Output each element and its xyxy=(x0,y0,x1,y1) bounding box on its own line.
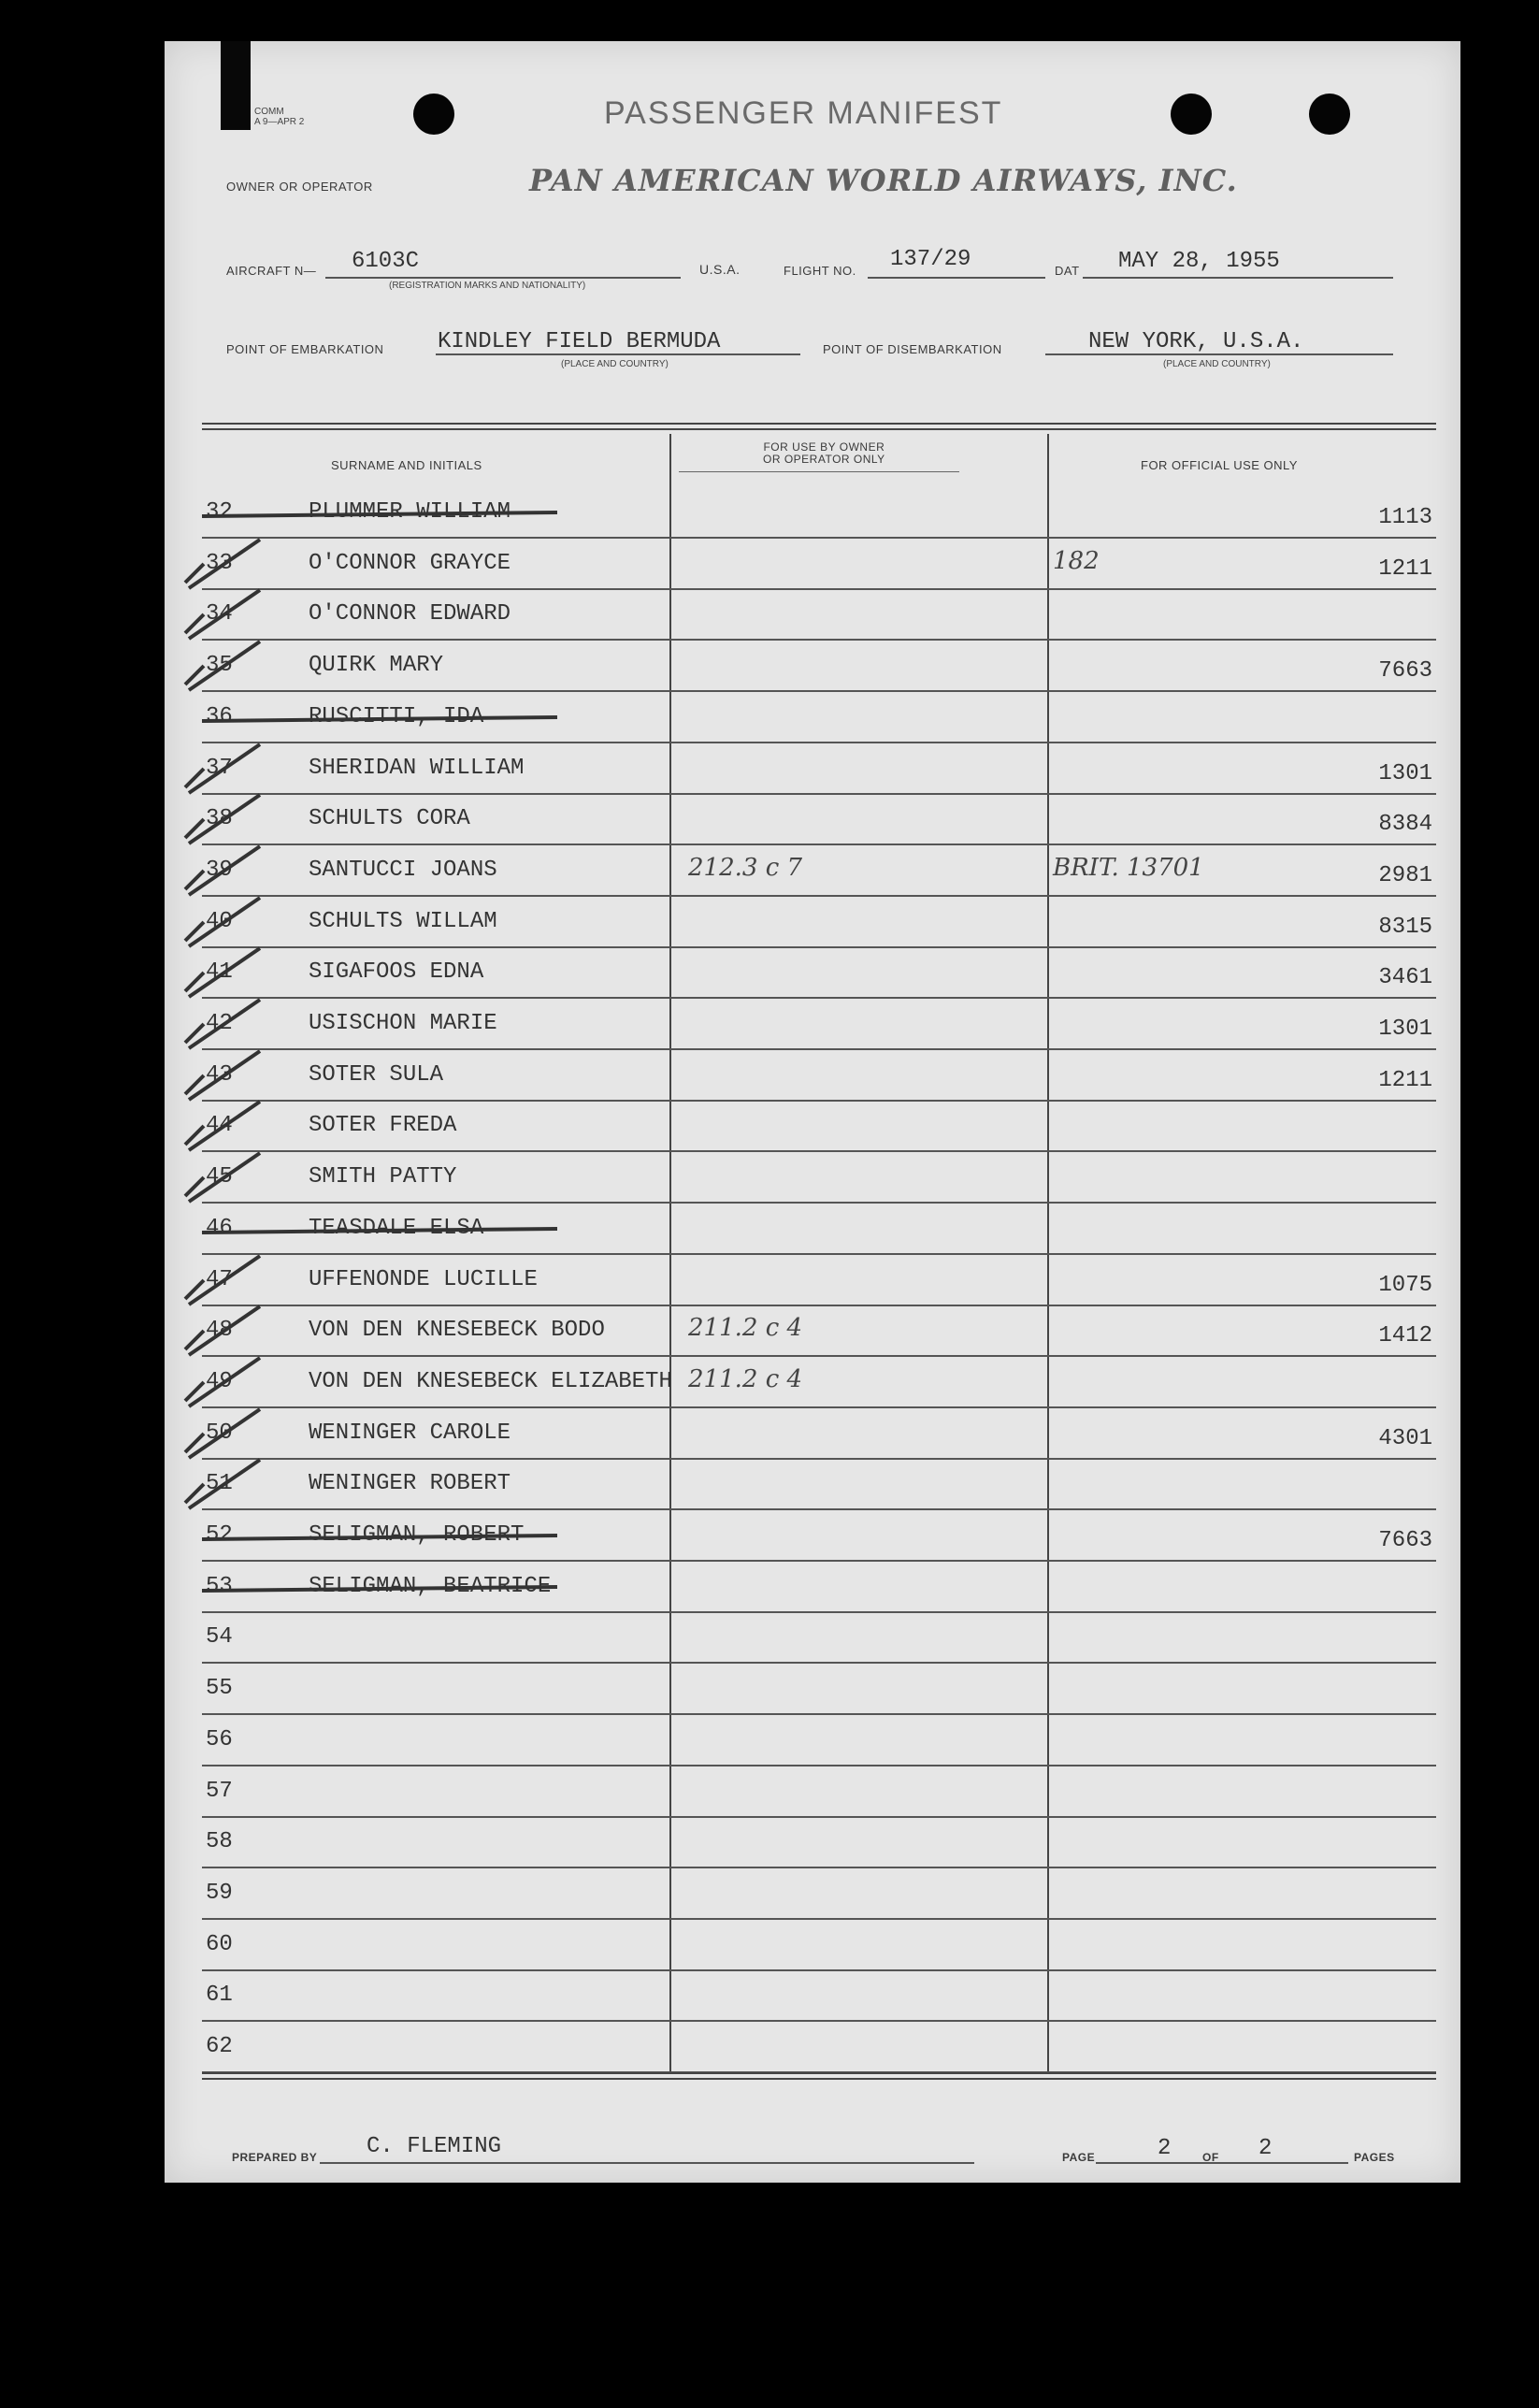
official-use-note: 182 xyxy=(1053,546,1100,575)
row-number: 61 xyxy=(206,1983,233,2009)
table-row xyxy=(202,795,1436,845)
check-mark-icon xyxy=(176,1406,269,1462)
row-number: 48 xyxy=(206,1318,233,1344)
row-rule xyxy=(202,1048,1436,1050)
table-row xyxy=(202,488,1436,539)
row-rule xyxy=(202,742,1436,743)
page-underline xyxy=(1096,2162,1348,2164)
table-row xyxy=(202,1869,1436,1920)
date-underline xyxy=(1083,277,1393,279)
check-mark-icon xyxy=(176,638,269,694)
table-bottom-rule xyxy=(202,2078,1436,2080)
row-number: 52 xyxy=(206,1522,233,1548)
table-row xyxy=(202,1921,1436,1971)
official-code: 1301 xyxy=(1378,1017,1432,1042)
row-number: 51 xyxy=(206,1471,233,1497)
torn-corner xyxy=(221,41,251,130)
row-number: 42 xyxy=(206,1011,233,1036)
row-rule xyxy=(202,895,1436,897)
header-owner-underline xyxy=(679,471,959,472)
table-row xyxy=(202,2023,1436,2073)
header-surname: SURNAME AND INITIALS xyxy=(331,458,482,472)
row-number: 56 xyxy=(206,1726,233,1752)
passenger-name: VON DEN KNESEBECK BODO xyxy=(309,1318,605,1344)
passenger-name: QUIRK MARY xyxy=(309,653,444,679)
official-code: 1211 xyxy=(1378,1067,1432,1093)
check-mark-icon xyxy=(176,1149,269,1205)
passenger-name: UFFENONDE LUCILLE xyxy=(309,1266,538,1292)
table-row xyxy=(202,1306,1436,1357)
total-pages: 2 xyxy=(1259,2136,1273,2161)
official-code: 1075 xyxy=(1378,1272,1432,1298)
check-mark-icon xyxy=(176,1303,269,1359)
table-top-rule xyxy=(202,428,1436,430)
passenger-name: SELIGMAN, BEATRICE xyxy=(309,1573,552,1599)
row-rule xyxy=(202,537,1436,539)
row-number: 53 xyxy=(206,1573,233,1599)
table-row xyxy=(202,1409,1436,1460)
table-row xyxy=(202,744,1436,795)
table-row xyxy=(202,898,1436,948)
official-code: 3461 xyxy=(1378,965,1432,991)
official-code: 4301 xyxy=(1378,1425,1432,1451)
check-mark-icon xyxy=(176,1098,269,1154)
table-row xyxy=(202,948,1436,999)
check-mark-icon xyxy=(176,1354,269,1410)
check-mark-icon xyxy=(176,996,269,1052)
table-row xyxy=(202,540,1436,590)
manifest-sheet xyxy=(165,41,1460,2183)
row-rule xyxy=(202,1969,1436,1971)
table-row xyxy=(202,1613,1436,1664)
row-number: 39 xyxy=(206,857,233,883)
table-bottom-rule xyxy=(202,2072,1436,2074)
row-rule xyxy=(202,1765,1436,1766)
prepared-by-name: C. FLEMING xyxy=(367,2134,502,2159)
official-code: 1301 xyxy=(1378,760,1432,786)
table-row xyxy=(202,1000,1436,1050)
embark-place-note: (PLACE AND COUNTRY) xyxy=(561,359,669,369)
row-number: 54 xyxy=(206,1624,233,1651)
row-number: 47 xyxy=(206,1266,233,1292)
official-code: 8315 xyxy=(1378,914,1432,940)
passenger-name: TEASDALE ELSA xyxy=(309,1215,484,1241)
row-rule xyxy=(202,1253,1436,1255)
row-rule xyxy=(202,1713,1436,1715)
table-row xyxy=(202,1511,1436,1562)
check-mark-icon xyxy=(176,536,269,592)
check-mark-icon xyxy=(176,741,269,797)
row-number: 58 xyxy=(206,1829,233,1855)
official-code: 2981 xyxy=(1378,862,1432,888)
table-row xyxy=(202,1256,1436,1306)
flight-number: 137/29 xyxy=(890,247,971,272)
official-use-note: BRIT. 13701 xyxy=(1053,853,1204,882)
row-number: 60 xyxy=(206,1931,233,1957)
row-number: 46 xyxy=(206,1215,233,1241)
table-row xyxy=(202,1051,1436,1102)
row-rule xyxy=(202,1406,1436,1408)
passenger-name: SMITH PATTY xyxy=(309,1164,457,1190)
row-rule xyxy=(202,1355,1436,1357)
table-row xyxy=(202,1665,1436,1715)
official-code: 1412 xyxy=(1378,1323,1432,1349)
disembarkation-label: POINT OF DISEMBARKATION xyxy=(823,342,1002,356)
row-rule xyxy=(202,690,1436,692)
passenger-name: O'CONNOR GRAYCE xyxy=(309,550,511,576)
table-row xyxy=(202,1358,1436,1408)
row-rule xyxy=(202,639,1436,641)
page-label: PAGE xyxy=(1062,2151,1096,2164)
owner-label: OWNER OR OPERATOR xyxy=(226,180,373,194)
table-top-rule xyxy=(202,423,1436,425)
row-rule xyxy=(202,1611,1436,1613)
owner-use-note: 211.2 c 4 xyxy=(688,1364,803,1393)
row-rule xyxy=(202,1560,1436,1562)
flight-underline xyxy=(868,277,1045,279)
nationality: U.S.A. xyxy=(699,262,741,277)
row-rule xyxy=(202,793,1436,795)
check-mark-icon xyxy=(176,843,269,899)
row-rule xyxy=(202,1867,1436,1868)
row-rule xyxy=(202,1100,1436,1102)
embarkation-point: KINDLEY FIELD BERMUDA xyxy=(438,329,721,354)
row-rule xyxy=(202,1816,1436,1818)
row-number: 34 xyxy=(206,601,233,627)
passenger-name: VON DEN KNESEBECK ELIZABETH xyxy=(309,1368,672,1394)
row-number: 32 xyxy=(206,499,233,525)
check-mark-icon xyxy=(176,586,269,642)
table-row xyxy=(202,1460,1436,1510)
table-row xyxy=(202,1204,1436,1255)
passenger-name: USISCHON MARIE xyxy=(309,1011,497,1036)
of-label: OF xyxy=(1202,2151,1219,2164)
table-row xyxy=(202,1971,1436,2022)
table-row xyxy=(202,1563,1436,1613)
row-number: 57 xyxy=(206,1778,233,1804)
punch-hole xyxy=(1309,94,1350,135)
row-number: 49 xyxy=(206,1368,233,1394)
owner-use-note: 211.2 c 4 xyxy=(688,1314,803,1343)
date-label: DAT xyxy=(1055,264,1080,278)
row-number: 35 xyxy=(206,653,233,679)
row-rule xyxy=(202,997,1436,999)
aircraft-underline xyxy=(325,277,681,279)
table-row xyxy=(202,590,1436,641)
passenger-name: SOTER SULA xyxy=(309,1061,444,1088)
passenger-name: SHERIDAN WILLIAM xyxy=(309,755,525,781)
row-number: 41 xyxy=(206,959,233,986)
disembark-place-note: (PLACE AND COUNTRY) xyxy=(1163,359,1271,369)
table-row xyxy=(202,1102,1436,1152)
check-mark-icon xyxy=(176,894,269,950)
table-row xyxy=(202,1818,1436,1868)
row-number: 55 xyxy=(206,1676,233,1702)
row-number: 33 xyxy=(206,550,233,576)
row-rule xyxy=(202,1458,1436,1460)
table-row xyxy=(202,1153,1436,1204)
aircraft-label: AIRCRAFT N— xyxy=(226,264,317,278)
check-mark-icon xyxy=(176,791,269,847)
official-code: 7663 xyxy=(1378,658,1432,685)
row-number: 44 xyxy=(206,1113,233,1139)
row-rule xyxy=(202,946,1436,948)
page-number: 2 xyxy=(1158,2136,1172,2161)
row-rule xyxy=(202,1918,1436,1920)
row-rule xyxy=(202,1662,1436,1664)
official-code: 8384 xyxy=(1378,812,1432,838)
row-number: 40 xyxy=(206,908,233,934)
passenger-name: RUSCITTI, IDA xyxy=(309,703,484,729)
row-rule xyxy=(202,588,1436,590)
check-mark-icon xyxy=(176,1456,269,1512)
passenger-name: SANTUCCI JOANS xyxy=(309,857,497,883)
row-rule xyxy=(202,844,1436,845)
flight-date: MAY 28, 1955 xyxy=(1118,249,1280,274)
form-title: PASSENGER MANIFEST xyxy=(604,95,1003,131)
row-number: 38 xyxy=(206,806,233,832)
header-owner-use: FOR USE BY OWNER OR OPERATOR ONLY xyxy=(763,440,885,466)
company-name: PAN AMERICAN WORLD AIRWAYS, INC. xyxy=(529,163,1238,198)
passenger-name: SELIGMAN, ROBERT xyxy=(309,1522,525,1548)
passenger-name: O'CONNOR EDWARD xyxy=(309,601,511,627)
row-rule xyxy=(202,1508,1436,1510)
row-number: 50 xyxy=(206,1420,233,1446)
row-number: 43 xyxy=(206,1061,233,1088)
corner-stamp: COMM A 9—APR 2 xyxy=(254,107,305,127)
punch-hole xyxy=(413,94,454,135)
passenger-name: WENINGER ROBERT xyxy=(309,1471,511,1497)
embarkation-label: POINT OF EMBARKATION xyxy=(226,342,384,356)
row-number: 62 xyxy=(206,2034,233,2059)
row-number: 36 xyxy=(206,703,233,729)
flight-label: FLIGHT NO. xyxy=(784,264,856,278)
pages-label: PAGES xyxy=(1354,2151,1395,2164)
passenger-name: PLUMMER WILLIAM xyxy=(309,499,511,525)
row-number: 37 xyxy=(206,755,233,781)
table-row xyxy=(202,846,1436,897)
table-row xyxy=(202,1716,1436,1766)
official-code: 7663 xyxy=(1378,1528,1432,1553)
row-rule xyxy=(202,2020,1436,2022)
passenger-name: SOTER FREDA xyxy=(309,1113,457,1139)
registration-note: (REGISTRATION MARKS AND NATIONALITY) xyxy=(389,281,586,291)
passenger-name: SCHULTS WILLAM xyxy=(309,908,497,934)
official-code: 1211 xyxy=(1378,555,1432,582)
passenger-name: WENINGER CAROLE xyxy=(309,1420,511,1446)
prepared-underline xyxy=(320,2162,974,2164)
header-official-use: FOR OFFICIAL USE ONLY xyxy=(1141,458,1298,472)
row-number: 59 xyxy=(206,1880,233,1906)
passenger-name: SIGAFOOS EDNA xyxy=(309,959,484,986)
disembarkation-point: NEW YORK, U.S.A. xyxy=(1088,329,1304,354)
table-row xyxy=(202,642,1436,692)
row-number: 45 xyxy=(206,1164,233,1190)
check-mark-icon xyxy=(176,944,269,1001)
row-rule xyxy=(202,1202,1436,1204)
check-mark-icon xyxy=(176,1047,269,1103)
prepared-by-label: PREPARED BY xyxy=(232,2151,318,2164)
aircraft-number: 6103C xyxy=(352,249,420,274)
row-rule xyxy=(202,1150,1436,1152)
table-row xyxy=(202,1767,1436,1818)
official-code: 1113 xyxy=(1378,505,1432,530)
table-row xyxy=(202,693,1436,743)
owner-use-note: 212.3 c 7 xyxy=(688,853,803,882)
passenger-table xyxy=(202,423,1436,2078)
punch-hole xyxy=(1171,94,1212,135)
row-rule xyxy=(202,1305,1436,1306)
check-mark-icon xyxy=(176,1252,269,1308)
passenger-name: SCHULTS CORA xyxy=(309,806,470,832)
